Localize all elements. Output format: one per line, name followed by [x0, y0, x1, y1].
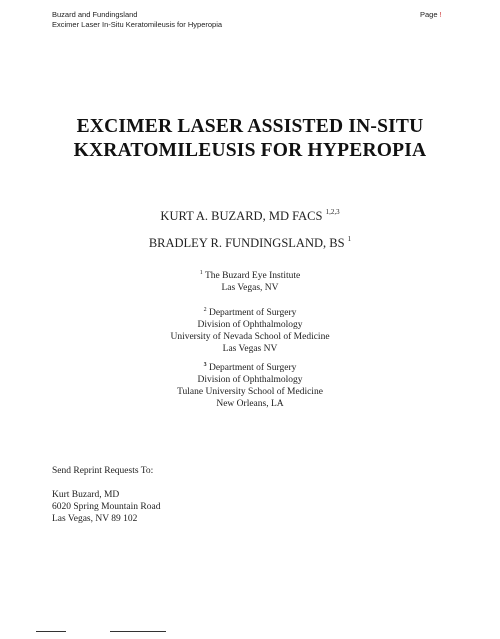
reprint-city: Las Vegas, NV 89 102: [52, 514, 138, 524]
affiliation-2-line-3: University of Nevada School of Medicine: [170, 332, 330, 342]
affiliation-3-line-1: [0, 362, 500, 374]
author-2-name: BRADLEY R. FUNDINGSLAND, BS: [148, 236, 345, 250]
author-2: [0, 235, 500, 251]
affiliation-3-line-3: Tulane University School of Medicine: [177, 387, 323, 397]
affiliation-3-line-4: New Orleans, LA: [216, 399, 284, 409]
affiliation-2-mark: 2: [203, 307, 207, 313]
affiliation-3: [0, 362, 500, 410]
affiliation-2-line-1: [0, 307, 500, 319]
affiliation-2: [0, 307, 500, 355]
affiliation-1-institute: The Buzard Eye Institute: [204, 271, 301, 281]
running-header-authors: Buzard and Fundingsland: [52, 10, 138, 19]
affiliation-1-mark: 1: [199, 270, 203, 276]
affiliation-1: [0, 270, 500, 294]
footer-rule-left: [36, 631, 66, 632]
author-1-name: KURT A. BUZARD, MD FACS: [160, 209, 323, 223]
affiliation-1-line-1: [0, 270, 500, 282]
author-2-affiliation-marks: 1: [347, 235, 352, 243]
affiliation-1-line-2: Las Vegas, NV: [221, 283, 279, 293]
affiliation-2-line-2: Division of Ophthalmology: [197, 320, 303, 330]
reprint-name: Kurt Buzard, MD: [52, 490, 120, 500]
running-header-title: Excimer Laser In-Situ Keratomileusis for Hyperopia: [52, 20, 223, 29]
affiliation-3-line-2: Division of Ophthalmology: [197, 375, 303, 385]
reprint-street: 6020 Spring Mountain Road: [52, 502, 161, 512]
page-label: Page: [420, 10, 438, 19]
affiliation-3-department: Department of Surgery: [208, 363, 297, 373]
page-number: [420, 10, 442, 20]
affiliation-2-line-4: Las Vegas NV: [222, 344, 278, 354]
footer-rule-right: [110, 631, 166, 632]
author-1: [0, 208, 500, 224]
author-1-affiliation-marks: 1,2,3: [325, 208, 340, 216]
paper-title-line-1: EXCIMER LASER ASSISTED IN-SITU: [76, 116, 424, 137]
affiliation-2-department: Department of Surgery: [208, 308, 297, 318]
page-number-value: !: [439, 10, 442, 19]
reprint-heading: Send Reprint Requests To:: [52, 466, 154, 476]
affiliation-3-mark: 3: [203, 362, 207, 368]
paper-title-line-2: KXRATOMILEUSIS FOR HYPEROPIA: [73, 140, 427, 161]
